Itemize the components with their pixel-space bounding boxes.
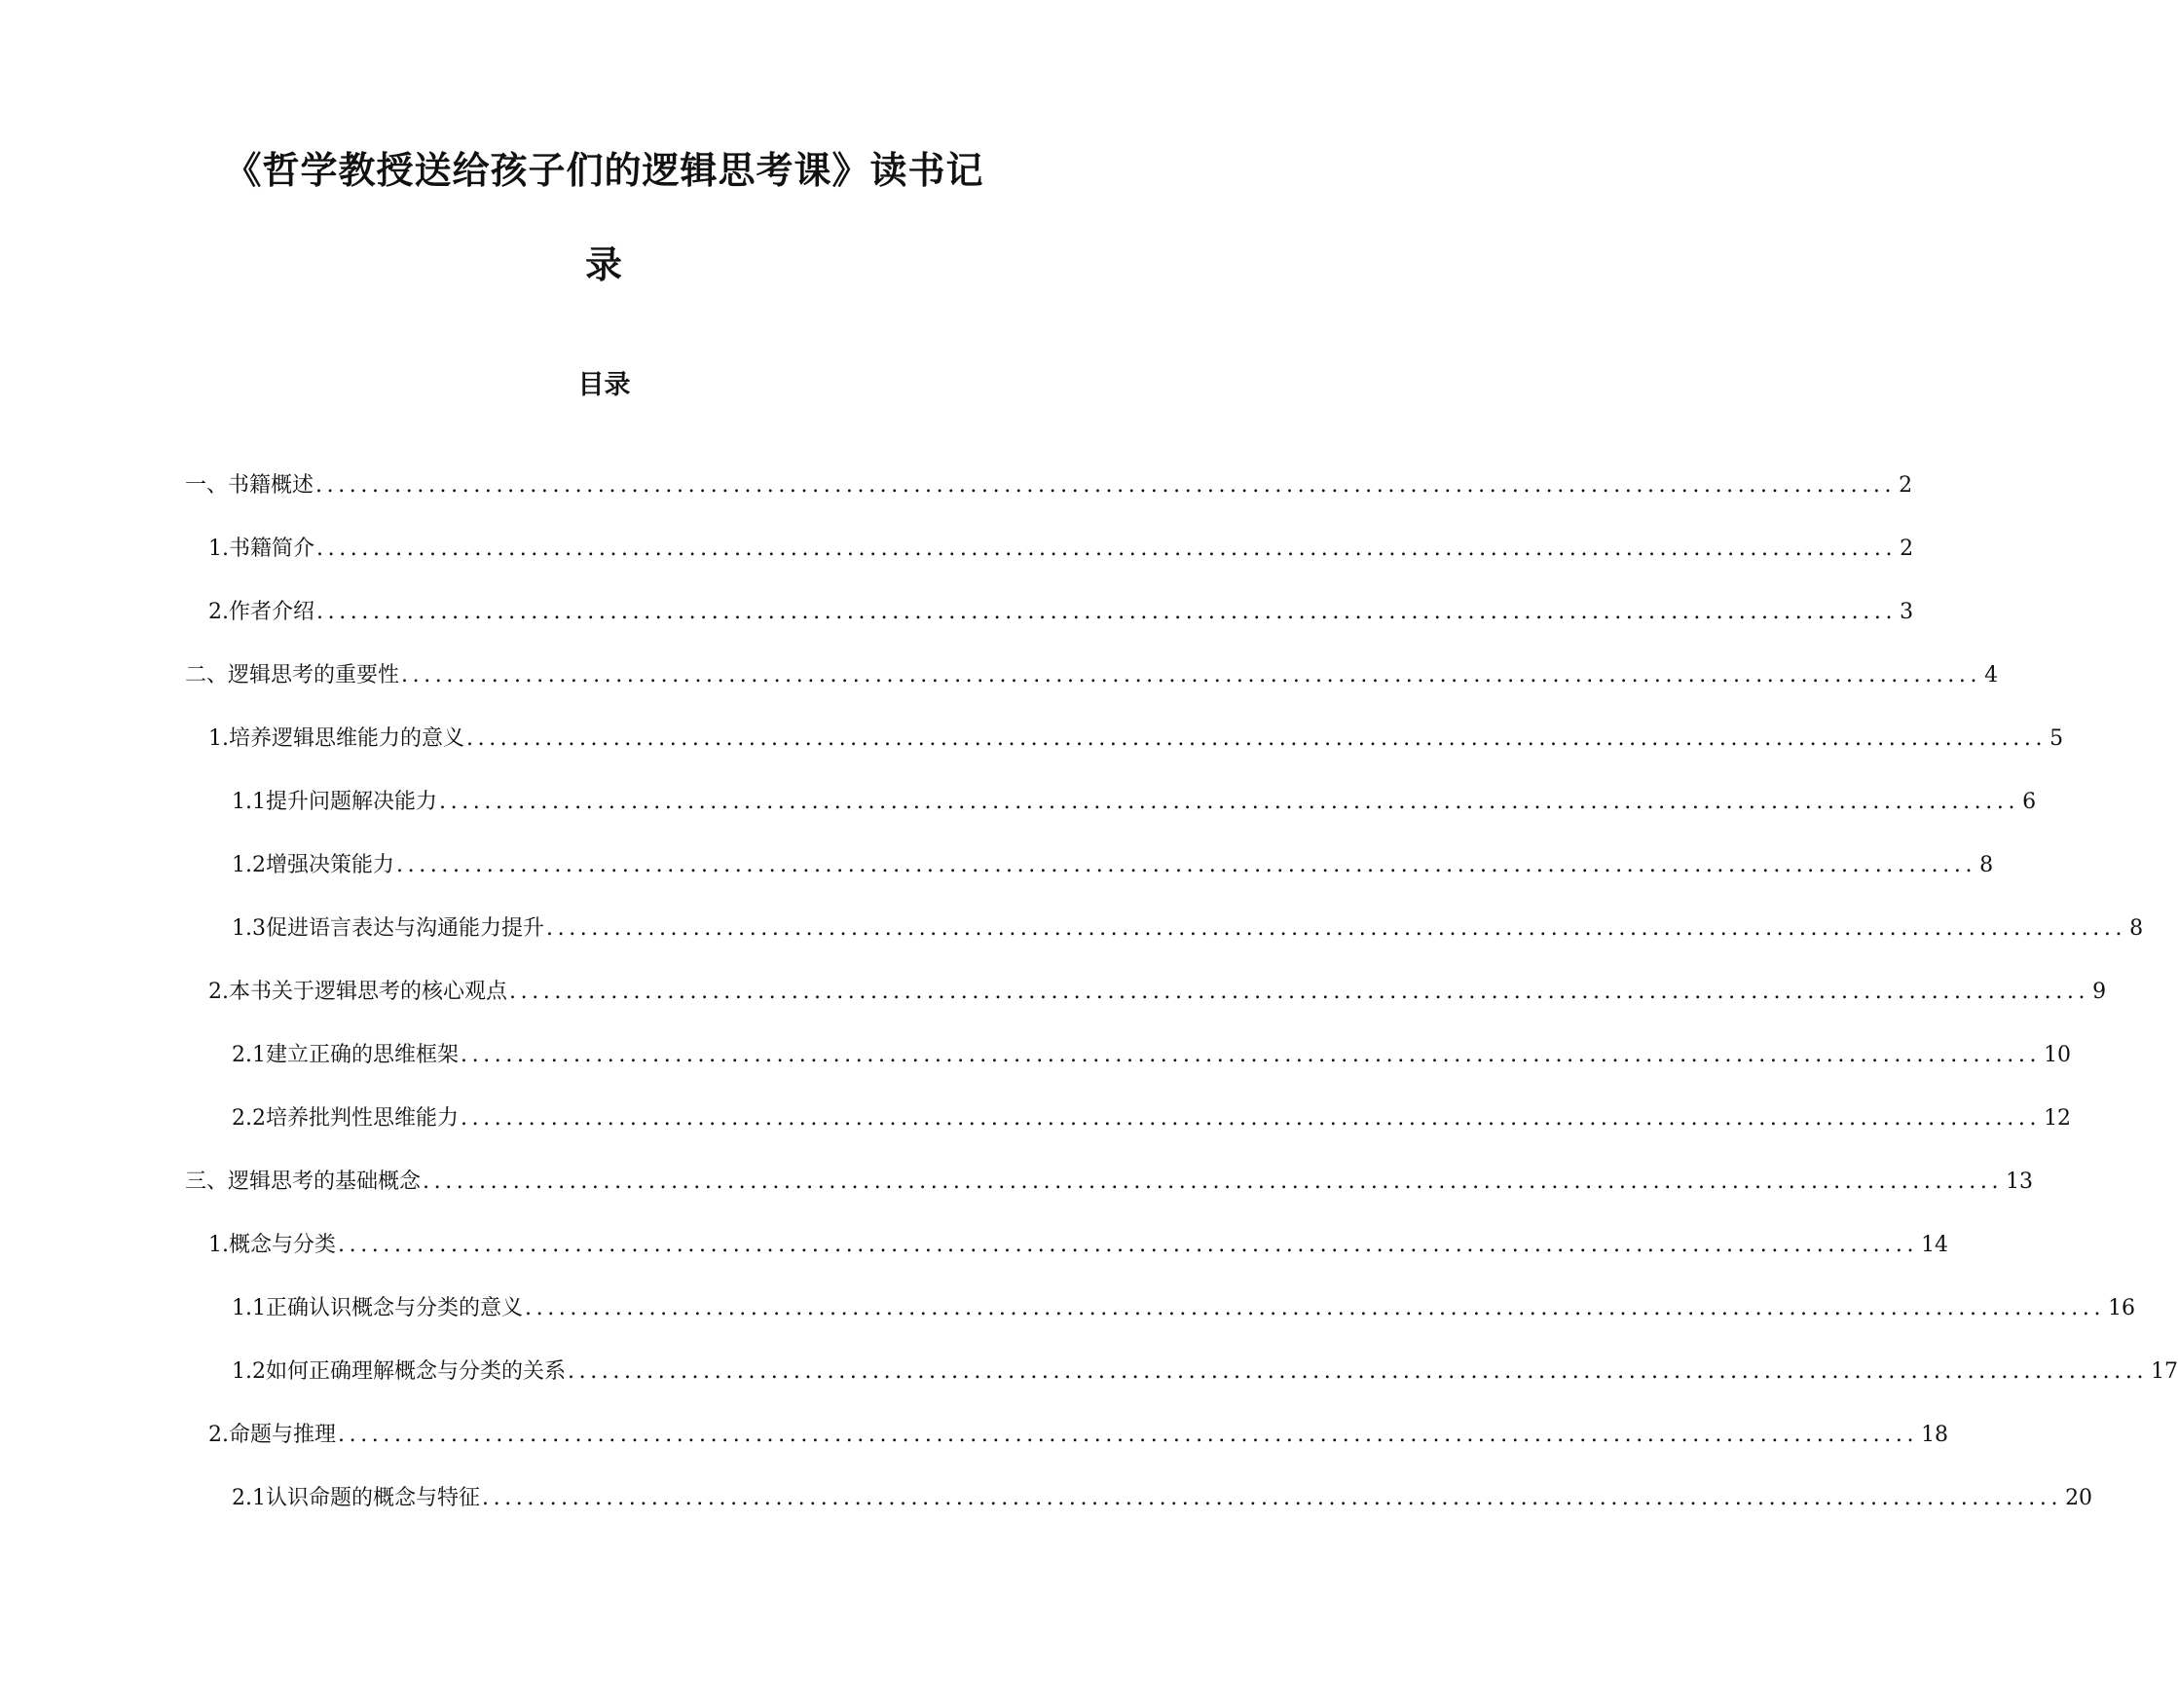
- toc-dot-leader: ............................................................................................................................................: [466, 726, 2048, 751]
- toc-entry-title: 认识命题的概念与特征: [266, 1486, 481, 1510]
- toc-entry-page-number: 17: [2151, 1359, 2178, 1384]
- toc-dot-leader: ............................................................................................................................................: [482, 1486, 2063, 1510]
- toc-entry-number: 2.: [208, 600, 229, 624]
- toc-entry-title: 一、书籍概述: [185, 473, 314, 498]
- toc-entry-page-number: 18: [1921, 1423, 1949, 1447]
- toc-entry-number: 1.1: [232, 1296, 266, 1320]
- toc-dot-leader: ............................................................................................................................................: [439, 790, 2020, 814]
- toc-dot-leader: ............................................................................................................................................: [316, 537, 1898, 561]
- toc-entry[interactable]: [0, 532, 1914, 595]
- toc-entry-title: 书籍简介: [229, 537, 315, 561]
- toc-entry-title: 培养逻辑思维能力的意义: [229, 726, 465, 751]
- toc-dot-leader: ............................................................................................................................................: [461, 1043, 2042, 1067]
- toc-entry-number: 1.1: [232, 790, 266, 814]
- toc-entry-title: 如何正确理解概念与分类的关系: [266, 1359, 567, 1384]
- toc-entry-number: 2.: [208, 1423, 229, 1447]
- toc-entry-number: 2.1: [232, 1486, 266, 1510]
- toc-entry-number: 1.2: [232, 853, 266, 877]
- toc-entry-title: 增强决策能力: [266, 853, 395, 877]
- toc-entry-title: 本书关于逻辑思考的核心观点: [229, 980, 508, 1004]
- toc-entry-title: 正确认识概念与分类的意义: [266, 1296, 524, 1320]
- toc-entry-title: 提升问题解决能力: [266, 790, 438, 814]
- toc-dot-leader: ............................................................................................................................................: [568, 1359, 2149, 1384]
- toc-entry-page-number: 5: [2049, 726, 2064, 751]
- toc-entry-page-number: 8: [2129, 916, 2144, 941]
- toc-dot-leader: ............................................................................................................................................: [396, 853, 1977, 877]
- toc-entry-page-number: 2: [1899, 473, 1913, 498]
- toc-entry-title: 建立正确的思维框架: [266, 1043, 460, 1067]
- toc-entry-number: 1.: [208, 726, 229, 751]
- toc-entry-page-number: 4: [1984, 663, 1999, 687]
- toc-entry[interactable]: [0, 1418, 1949, 1481]
- toc-entry[interactable]: [0, 722, 2064, 785]
- toc-entry-number: 1.2: [232, 1359, 266, 1384]
- toc-dot-leader: ............................................................................................................................................: [509, 980, 2090, 1004]
- toc-entry-page-number: 20: [2065, 1486, 2093, 1510]
- toc-entry-number: 2.: [208, 980, 229, 1004]
- toc-entry-page-number: 10: [2044, 1043, 2072, 1067]
- toc-entry[interactable]: [0, 975, 2107, 1038]
- toc-entry[interactable]: [0, 658, 1999, 722]
- toc-entry[interactable]: [0, 468, 1913, 532]
- toc-entry-number: 1.3: [232, 916, 266, 941]
- toc-entry-page-number: 14: [1921, 1233, 1949, 1257]
- toc-entry-title: 作者介绍: [229, 600, 315, 624]
- toc-dot-leader: ............................................................................................................................................: [461, 1106, 2042, 1131]
- toc-entry[interactable]: [0, 595, 1914, 658]
- toc-entry-number: 2.1: [232, 1043, 266, 1067]
- toc-entry[interactable]: [0, 1101, 2072, 1165]
- toc-entry-title: 培养批判性思维能力: [266, 1106, 460, 1131]
- toc-entry-number: 2.2: [232, 1106, 266, 1131]
- toc-dot-leader: ............................................................................................................................................: [338, 1233, 1919, 1257]
- toc-dot-leader: ............................................................................................................................................: [525, 1296, 2106, 1320]
- toc-entry-page-number: 12: [2044, 1106, 2072, 1131]
- toc-dot-leader: ............................................................................................................................................: [546, 916, 2127, 941]
- toc-entry[interactable]: [0, 1355, 2178, 1418]
- toc-entry-page-number: 2: [1900, 537, 1914, 561]
- toc-entry[interactable]: [0, 1228, 1949, 1291]
- toc-entry-number: 1.: [208, 537, 229, 561]
- document-title-line-2: 录: [584, 243, 623, 286]
- toc-entry-title: 命题与推理: [229, 1423, 337, 1447]
- toc-entry[interactable]: [0, 1481, 2093, 1544]
- toc-entry[interactable]: [0, 1038, 2072, 1101]
- toc-heading: 目录: [577, 370, 631, 400]
- toc-entry-page-number: 9: [2092, 980, 2107, 1004]
- toc-entry[interactable]: [0, 1165, 2034, 1228]
- toc-entry-page-number: 8: [1979, 853, 1994, 877]
- toc-entry-number: 1.: [208, 1233, 229, 1257]
- toc-entry[interactable]: [0, 1291, 2136, 1355]
- toc-entry-page-number: 16: [2108, 1296, 2136, 1320]
- toc-entry-page-number: 3: [1900, 600, 1914, 624]
- toc-entry-title: 三、逻辑思考的基础概念: [185, 1170, 422, 1194]
- toc-entry-title: 促进语言表达与沟通能力提升: [266, 916, 545, 941]
- toc-entry[interactable]: [0, 911, 2144, 975]
- document-title-line-1: 《哲学教授送给孩子们的逻辑思考课》读书记: [224, 149, 984, 192]
- toc-dot-leader: ............................................................................................................................................: [401, 663, 1982, 687]
- table-of-contents: [0, 468, 2178, 1544]
- toc-entry[interactable]: [0, 848, 1994, 911]
- toc-dot-leader: ............................................................................................................................................: [338, 1423, 1919, 1447]
- toc-dot-leader: ............................................................................................................................................: [423, 1170, 2004, 1194]
- toc-entry-title: 概念与分类: [229, 1233, 337, 1257]
- toc-entry-title: 二、逻辑思考的重要性: [185, 663, 400, 687]
- toc-dot-leader: ............................................................................................................................................: [316, 600, 1898, 624]
- toc-entry[interactable]: [0, 785, 2037, 848]
- toc-entry-page-number: 13: [2006, 1170, 2034, 1194]
- toc-entry-page-number: 6: [2022, 790, 2037, 814]
- toc-dot-leader: ............................................................................................................................................: [315, 473, 1897, 498]
